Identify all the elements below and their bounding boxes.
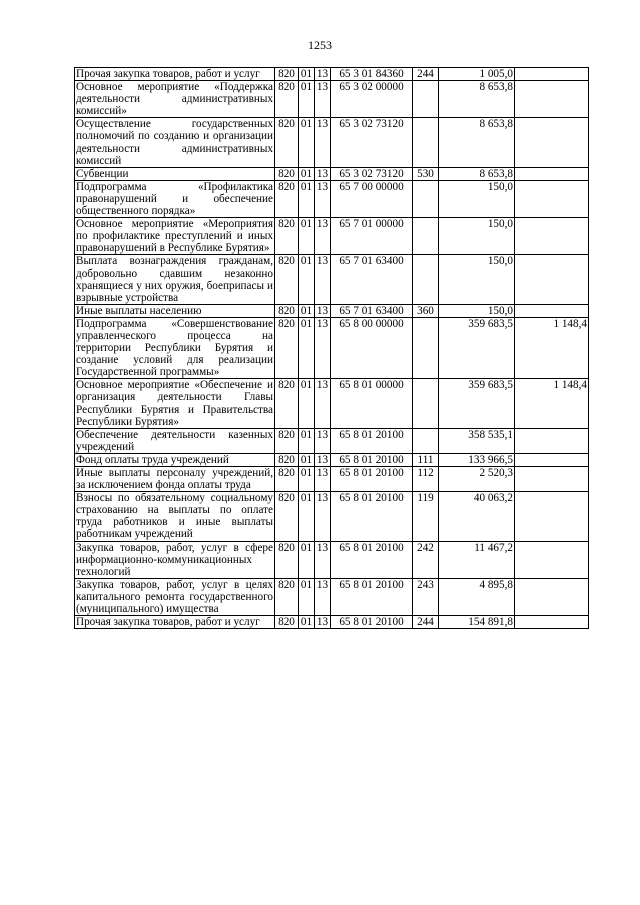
- row-pr: 13: [315, 317, 331, 378]
- row-csr: 65 7 00 00000: [331, 180, 413, 217]
- row-sum1: 133 966,5: [439, 453, 515, 466]
- table-row: [75, 118, 589, 167]
- row-rz: 01: [299, 578, 315, 615]
- row-name: Иные выплаты персоналу учреждений, за исключением фонда оплаты труда: [76, 467, 273, 492]
- row-sum2: [515, 255, 589, 304]
- row-rz: 01: [299, 118, 315, 167]
- row-pr: 13: [315, 467, 331, 492]
- row-vr: [413, 180, 439, 217]
- row-pr: 13: [315, 118, 331, 167]
- row-vr: 244: [413, 616, 439, 629]
- table-row: [75, 541, 589, 578]
- row-sum2: [515, 118, 589, 167]
- row-csr: 65 3 02 73120: [331, 167, 413, 180]
- row-rz: 01: [299, 428, 315, 453]
- row-sum1: 40 063,2: [439, 492, 515, 541]
- row-name: Фонд оплаты труда учреждений: [75, 453, 275, 466]
- row-name: Подпрограмма «Профилактика правонарушений и обеспечение общественного порядка»: [76, 180, 273, 218]
- row-sum2: [515, 81, 589, 118]
- row-sum2: 1 148,4: [515, 317, 589, 378]
- table-row: [75, 578, 589, 615]
- row-vr: 243: [413, 578, 439, 615]
- row-grbs: 820: [275, 616, 299, 629]
- table-row: [75, 428, 589, 453]
- row-pr: 13: [315, 218, 331, 255]
- row-vr: 111: [413, 453, 439, 466]
- row-name: Основное мероприятие «Мероприятия по профилактике преступлений и иных правонарушений в Республике Бурятия»: [76, 218, 273, 255]
- row-pr: 13: [315, 68, 331, 81]
- row-name: Обеспечение деятельности казенных учреждений: [76, 428, 273, 453]
- row-vr: [413, 81, 439, 118]
- row-csr: 65 8 01 20100: [331, 616, 413, 629]
- row-sum1: 359 683,5: [439, 317, 515, 378]
- row-sum1: 358 535,1: [439, 428, 515, 453]
- row-csr: 65 7 01 63400: [331, 255, 413, 304]
- row-sum1: 2 520,3: [439, 467, 515, 492]
- row-csr: 65 7 01 00000: [331, 218, 413, 255]
- table-row: [75, 317, 589, 378]
- row-sum1: 8 653,8: [439, 118, 515, 167]
- row-sum1: 150,0: [439, 218, 515, 255]
- row-vr: 112: [413, 467, 439, 492]
- table-row: [75, 492, 589, 541]
- row-sum1: 8 653,8: [439, 167, 515, 180]
- row-vr: 360: [413, 304, 439, 317]
- row-sum2: 1 148,4: [515, 379, 589, 428]
- row-name: Выплата вознаграждения гражданам, добровольно сдавшим незаконно хранящиеся у них оружия, боеприпасы и взрывные устройства: [76, 255, 273, 304]
- row-sum1: 8 653,8: [439, 81, 515, 118]
- row-csr: 65 3 02 00000: [331, 81, 413, 118]
- budget-table: [74, 67, 589, 629]
- row-csr: 65 8 01 00000: [331, 379, 413, 428]
- table-row: [75, 167, 589, 180]
- row-sum2: [515, 453, 589, 466]
- row-grbs: 820: [275, 379, 299, 428]
- row-csr: 65 3 01 84360: [331, 68, 413, 81]
- row-grbs: 820: [275, 453, 299, 466]
- row-rz: 01: [299, 255, 315, 304]
- table-row: [75, 218, 589, 255]
- row-name: Закупка товаров, работ, услуг в целях капитального ремонта государственного (муниципального) имущества: [76, 578, 273, 616]
- row-grbs: 820: [275, 167, 299, 180]
- table-row: [75, 180, 589, 217]
- row-vr: 244: [413, 68, 439, 81]
- row-name: Основное мероприятие «Поддержка деятельности административных комиссий»: [76, 81, 273, 118]
- page-number: 1253: [308, 38, 332, 52]
- table-row: [75, 467, 589, 492]
- row-sum2: [515, 616, 589, 629]
- row-grbs: 820: [275, 68, 299, 81]
- row-rz: 01: [299, 68, 315, 81]
- row-sum1: 4 895,8: [439, 578, 515, 615]
- row-pr: 13: [315, 578, 331, 615]
- row-pr: 13: [315, 453, 331, 466]
- row-csr: 65 8 01 20100: [331, 453, 413, 466]
- row-sum2: [515, 578, 589, 615]
- row-rz: 01: [299, 180, 315, 217]
- row-name: Подпрограмма «Совершенствование управленческого процесса на территории Республики Бурятия и создание условий для реализации Государственной программы»: [76, 317, 273, 379]
- row-grbs: 820: [275, 81, 299, 118]
- row-grbs: 820: [275, 255, 299, 304]
- row-vr: [413, 255, 439, 304]
- row-sum1: 150,0: [439, 255, 515, 304]
- row-sum2: [515, 467, 589, 492]
- row-sum1: 150,0: [439, 180, 515, 217]
- row-vr: 119: [413, 492, 439, 541]
- row-name: Прочая закупка товаров, работ и услуг: [75, 68, 275, 81]
- table-row: [75, 304, 589, 317]
- row-rz: 01: [299, 218, 315, 255]
- row-rz: 01: [299, 317, 315, 378]
- row-sum2: [515, 304, 589, 317]
- row-rz: 01: [299, 541, 315, 578]
- table-row: [75, 379, 589, 428]
- row-vr: [413, 379, 439, 428]
- row-sum2: [515, 492, 589, 541]
- row-grbs: 820: [275, 428, 299, 453]
- row-vr: [413, 218, 439, 255]
- row-grbs: 820: [275, 180, 299, 217]
- row-name: Закупка товаров, работ, услуг в сфере информационно-коммуникационных технологий: [76, 541, 273, 578]
- row-pr: 13: [315, 379, 331, 428]
- row-name: Прочая закупка товаров, работ и услуг: [75, 616, 275, 629]
- row-csr: 65 8 01 20100: [331, 541, 413, 578]
- row-pr: 13: [315, 81, 331, 118]
- row-grbs: 820: [275, 578, 299, 615]
- row-grbs: 820: [275, 118, 299, 167]
- row-csr: 65 3 02 73120: [331, 118, 413, 167]
- row-vr: [413, 118, 439, 167]
- row-rz: 01: [299, 304, 315, 317]
- row-pr: 13: [315, 616, 331, 629]
- row-pr: 13: [315, 180, 331, 217]
- row-sum2: [515, 428, 589, 453]
- row-name: Основное мероприятие «Обеспечение и организация деятельности Главы Республики Бурятия и Правительства Республики Бурятия»: [76, 379, 273, 428]
- row-sum1: 11 467,2: [439, 541, 515, 578]
- row-pr: 13: [315, 304, 331, 317]
- row-csr: 65 8 01 20100: [331, 492, 413, 541]
- row-pr: 13: [315, 541, 331, 578]
- row-vr: [413, 428, 439, 453]
- row-vr: 242: [413, 541, 439, 578]
- row-pr: 13: [315, 428, 331, 453]
- row-sum1: 1 005,0: [439, 68, 515, 81]
- row-vr: 530: [413, 167, 439, 180]
- row-sum2: [515, 218, 589, 255]
- table-row: [75, 453, 589, 466]
- row-name: Взносы по обязательному социальному страхованию на выплаты по оплате труда работников и иные выплаты работникам учреждений: [76, 492, 273, 541]
- row-pr: 13: [315, 255, 331, 304]
- row-sum2: [515, 167, 589, 180]
- row-csr: 65 8 01 20100: [331, 428, 413, 453]
- row-csr: 65 8 01 20100: [331, 467, 413, 492]
- row-sum2: [515, 68, 589, 81]
- row-name: Осуществление государственных полномочий по созданию и организации деятельности административных комиссий: [76, 118, 273, 167]
- row-sum1: 359 683,5: [439, 379, 515, 428]
- row-rz: 01: [299, 467, 315, 492]
- row-pr: 13: [315, 167, 331, 180]
- table-row: [75, 255, 589, 304]
- row-name: Иные выплаты населению: [75, 304, 275, 317]
- row-vr: [413, 317, 439, 378]
- row-rz: 01: [299, 167, 315, 180]
- row-rz: 01: [299, 453, 315, 466]
- row-rz: 01: [299, 492, 315, 541]
- row-pr: 13: [315, 492, 331, 541]
- row-grbs: 820: [275, 541, 299, 578]
- row-name: Субвенции: [75, 167, 275, 180]
- row-csr: 65 8 01 20100: [331, 578, 413, 615]
- row-sum1: 150,0: [439, 304, 515, 317]
- row-rz: 01: [299, 379, 315, 428]
- row-csr: 65 7 01 63400: [331, 304, 413, 317]
- row-sum2: [515, 180, 589, 217]
- row-rz: 01: [299, 81, 315, 118]
- row-sum2: [515, 541, 589, 578]
- table-row: [75, 616, 589, 629]
- row-csr: 65 8 00 00000: [331, 317, 413, 378]
- row-grbs: 820: [275, 304, 299, 317]
- row-grbs: 820: [275, 467, 299, 492]
- table-row: [75, 68, 589, 81]
- row-grbs: 820: [275, 317, 299, 378]
- row-rz: 01: [299, 616, 315, 629]
- table-row: [75, 81, 589, 118]
- row-sum1: 154 891,8: [439, 616, 515, 629]
- row-grbs: 820: [275, 492, 299, 541]
- row-grbs: 820: [275, 218, 299, 255]
